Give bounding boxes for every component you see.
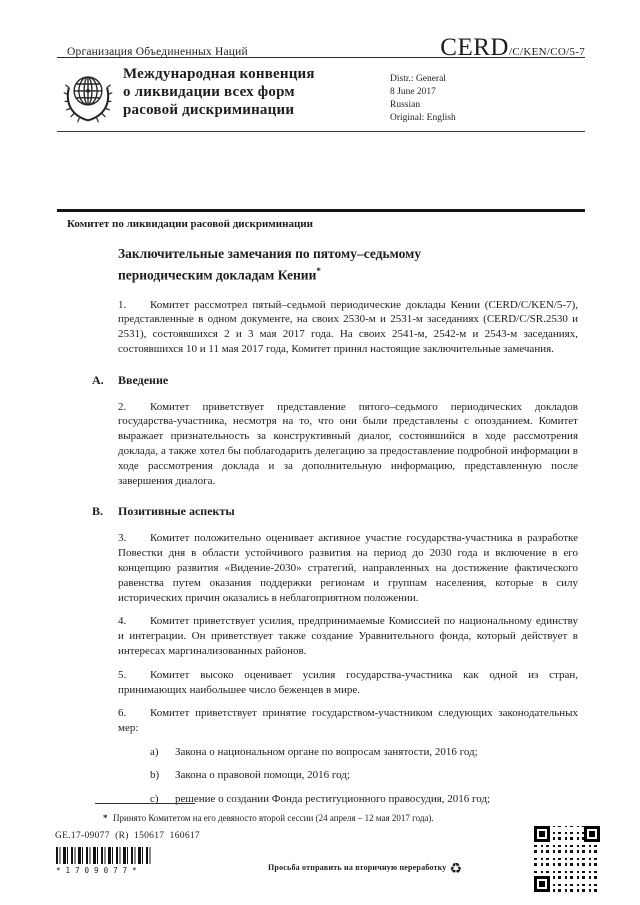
section-title: Позитивные аспекты xyxy=(118,504,235,519)
qr-finder-top-left xyxy=(534,826,550,842)
section-a-heading xyxy=(92,373,578,387)
paragraph-text: Комитет рассмотрел пятый–седьмой периодические доклады Кении (CERD/C/KEN/5-7), представленные в одном документе, на своих 2530-м и 2531-м заседаниях (CERD/C/SR.2530 и 2531), состоявшихся 2 и 3 мая 2017 года. На своих 2541-м, 2542-м и 2543-м заседаниях, состоявшихся 10 и 11 мая 2017 года, Комитет принял настоящие заключительные замечания. xyxy=(118,298,578,355)
paragraph-number: 6. xyxy=(118,707,127,720)
paragraph-number: 5. xyxy=(118,668,127,681)
paragraph-5 xyxy=(118,668,578,698)
original-language-line: Original: English xyxy=(390,113,456,123)
recycle-icon: ♻ xyxy=(449,861,463,877)
list-item-label: a) xyxy=(150,746,159,759)
list-item-c xyxy=(118,792,578,807)
list-item-a xyxy=(118,745,578,760)
distr-line: Distr.: General xyxy=(390,74,446,84)
recycle-notice xyxy=(268,861,528,877)
paragraph-text: Комитет приветствует представление пятого–седьмого периодических докладов государства-участника, несмотря на то, что они были представлены с опозданием. Комитет выражает признательность за конструктивный диалог, состоявшийся в ходе рассмотрения доклада, а также хотел бы поблагодарить делегацию за предоставление подробной информации в ходе рассмотрения доклада и за дополнительную информацию, представленную после завершения диалога. xyxy=(118,400,578,487)
un-emblem-icon xyxy=(62,68,114,126)
paragraph-number: 2. xyxy=(118,400,127,413)
title-footnote-marker: * xyxy=(316,265,321,276)
document-body xyxy=(0,218,640,815)
footnote-separator-rule xyxy=(95,803,195,804)
section-title: Введение xyxy=(118,372,169,387)
section-b-heading xyxy=(92,504,578,518)
list-item-text: Закона о национальном органе по вопросам занятости, 2016 год; xyxy=(175,746,478,759)
list-item-label: c) xyxy=(150,792,159,805)
paragraph-number: 4. xyxy=(118,615,127,628)
paragraph-1 xyxy=(118,298,578,357)
paragraph-text: Комитет высоко оценивает усилия государства-участника как одной из стран, принимающих наибольшее число беженцев в мире. xyxy=(118,668,578,696)
committee-name: Комитет по ликвидации расовой дискриминации xyxy=(67,218,313,230)
qr-code xyxy=(534,826,600,892)
recycle-text: Просьба отправить на вторичную переработку xyxy=(268,863,447,872)
list-item-text: Закона о правовой помощи, 2016 год; xyxy=(175,769,350,782)
barcode xyxy=(56,847,153,864)
ge-document-number: GE.17-09077 (R) 150617 160617 xyxy=(55,831,200,841)
paragraph-6 xyxy=(118,706,578,736)
un-org-name: Организация Объединенных Наций xyxy=(67,46,248,58)
convention-title-line3: расовой дискриминации xyxy=(123,102,295,118)
qr-finder-bottom-left xyxy=(534,876,550,892)
paragraph-text: Комитет приветствует принятие государством-участником следующих законодательных мер: xyxy=(118,707,578,735)
document-title-line1: Заключительные замечания по пятому–седьмому xyxy=(118,246,422,261)
list-item-label: b) xyxy=(150,769,160,782)
distribution-block xyxy=(390,73,456,125)
paragraph-number: 1. xyxy=(118,298,127,311)
date-line: 8 June 2017 xyxy=(390,87,436,97)
section-letter: B. xyxy=(92,504,104,519)
doc-symbol-main: CERD xyxy=(440,34,509,61)
convention-title xyxy=(123,65,393,119)
document-title xyxy=(118,245,578,284)
language-line: Russian xyxy=(390,100,421,110)
convention-title-line1: Международная конвенция xyxy=(123,66,315,82)
section-letter: A. xyxy=(92,372,104,387)
paragraph-3 xyxy=(118,531,578,605)
list-item-text: решение о создании Фонда реституционного правосудия, 2016 год; xyxy=(175,792,491,805)
qr-finder-top-right xyxy=(584,826,600,842)
paragraph-number: 3. xyxy=(118,532,127,545)
doc-symbol-suffix: /C/KEN/CO/5-7 xyxy=(508,46,585,58)
footnote-marker: * xyxy=(103,813,108,823)
header-row-masthead xyxy=(57,57,585,132)
footnote xyxy=(103,813,563,824)
paragraph-2 xyxy=(118,400,578,489)
barcode-text: *1709077* xyxy=(56,866,142,875)
paragraph-text: Комитет положительно оценивает активное участие государства-участника в разработке Повестки дня в области устойчивого развития на период до 2030 года и включение в его концепцию развития «Видение-2030» стратегий, направленных на достижение фактического равенства путем оказания поддержки регионам и группам населения, которые в силу исторических причин оказались в неблагоприятном положении. xyxy=(118,532,578,604)
footnote-text: Принято Комитетом на его девяносто второй сессии (24 апреля – 12 мая 2017 года). xyxy=(113,813,434,823)
paragraph-4 xyxy=(118,614,578,658)
header-row-top xyxy=(57,34,585,61)
header-divider-rule xyxy=(57,209,585,212)
paragraph-text: Комитет приветствует усилия, предпринимаемые Комиссией по национальному единству и интеграции. Он приветствует также создание Уравнительного фонда, который действует в интересах маргинализованных районов. xyxy=(118,615,578,658)
document-title-line2: периодическим докладам Кении* xyxy=(118,265,321,282)
list-item-b xyxy=(118,768,578,783)
convention-title-line2: о ликвидации всех форм xyxy=(123,84,295,100)
